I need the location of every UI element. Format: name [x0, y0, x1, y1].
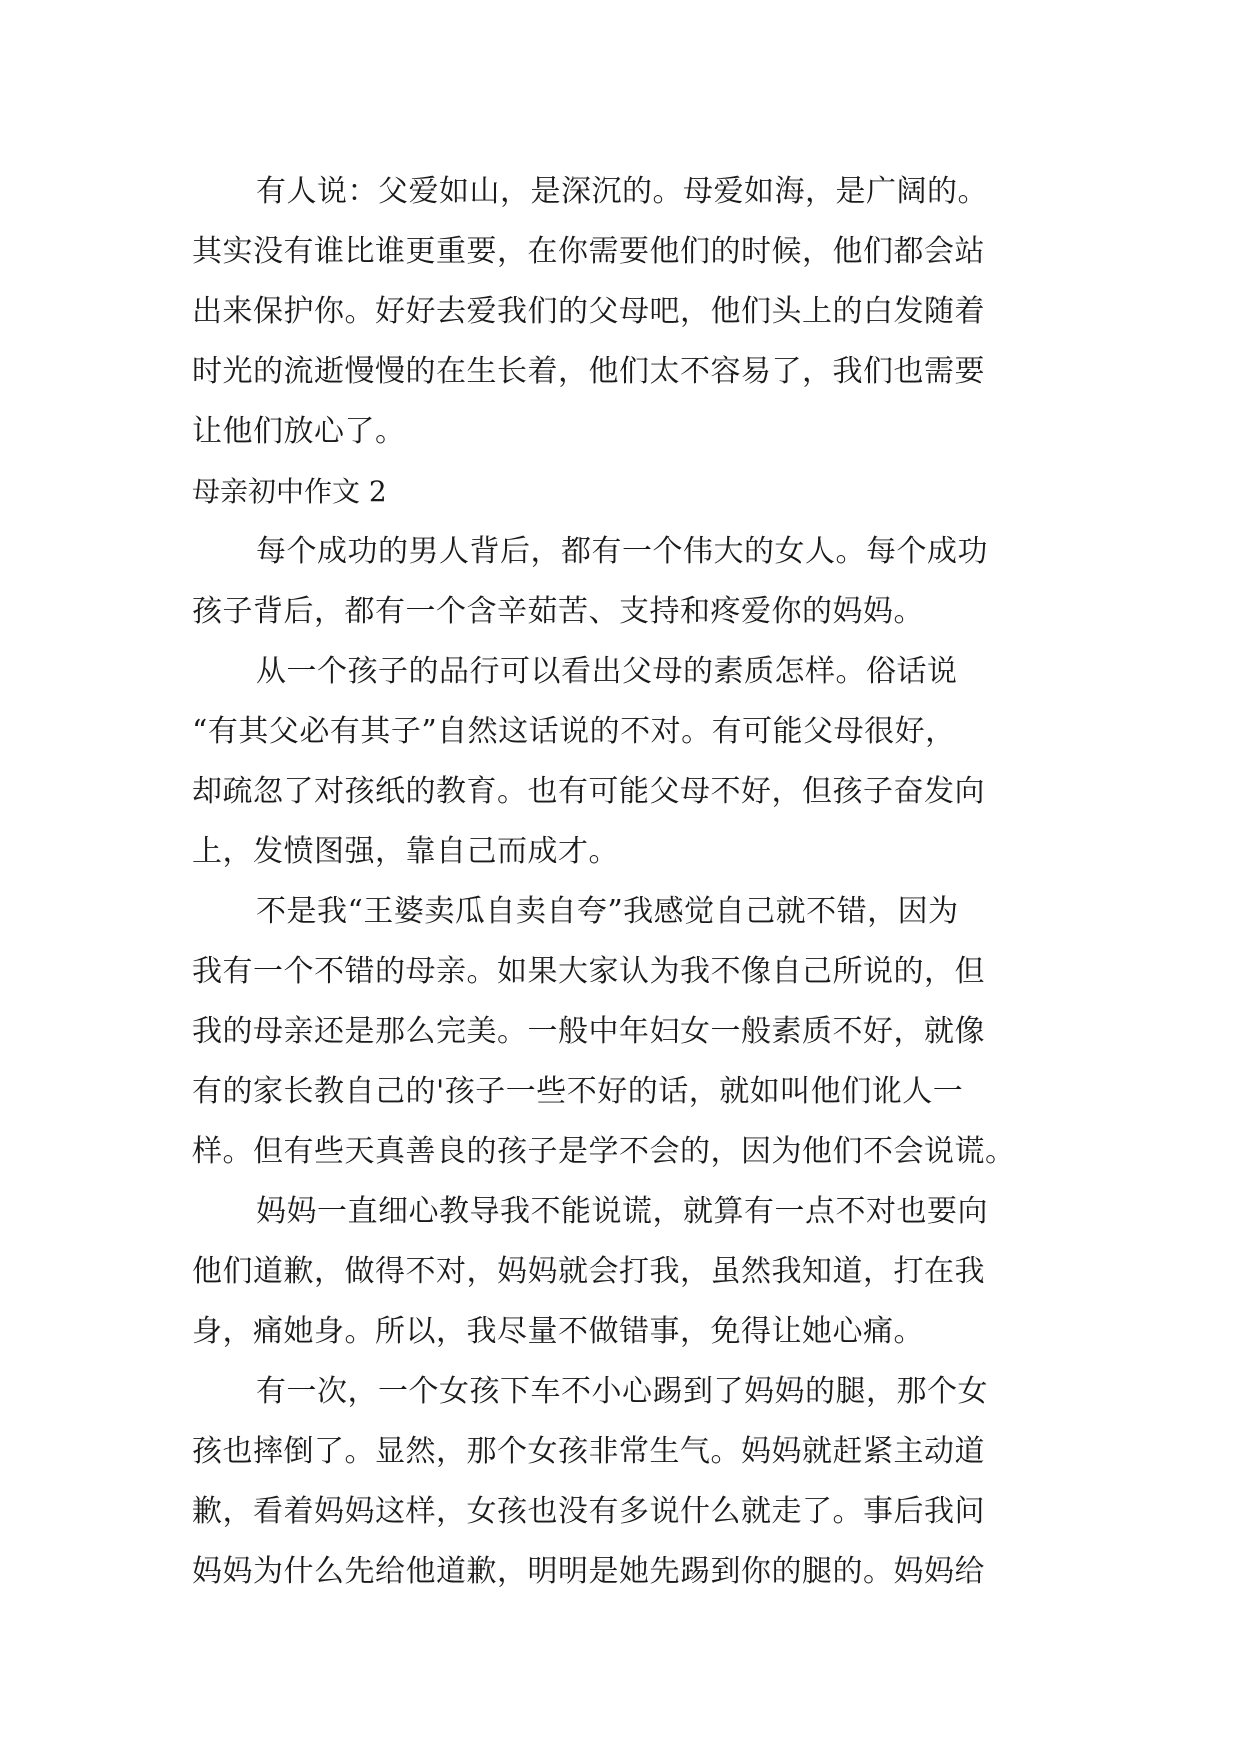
text-line: 却疏忽了对孩纸的教育。也有可能父母不好，但孩子奋发向: [192, 774, 985, 809]
text-line: 有一次，一个女孩下车不小心踢到了妈妈的腿，那个女: [256, 1374, 988, 1409]
text-line: 身，痛她身。所以，我尽量不做错事，免得让她心痛。: [192, 1314, 924, 1349]
paragraph: [192, 1362, 1072, 1602]
paragraph: [192, 1182, 1072, 1362]
text-line: 妈妈为什么先给他道歉，明明是她先踢到你的腿的。妈妈给: [192, 1554, 985, 1589]
text-line: 其实没有谁比谁更重要，在你需要他们的时候，他们都会站: [192, 234, 985, 269]
text-line: 时光的流逝慢慢的在生长着，他们太不容易了，我们也需要: [192, 354, 985, 389]
text-line: 我的母亲还是那么完美。一般中年妇女一般素质不好，就像: [192, 1014, 985, 1049]
text-line: 从一个孩子的品行可以看出父母的素质怎样。俗话说: [256, 654, 958, 689]
text-line: 歉，看着妈妈这样，女孩也没有多说什么就走了。事后我问: [192, 1494, 985, 1529]
text-line: 他们道歉，做得不对，妈妈就会打我，虽然我知道，打在我: [192, 1254, 985, 1289]
text-line: 有的家长教自己的'孩子一些不好的话，就如叫他们讹人一: [192, 1074, 964, 1109]
paragraph: [192, 882, 1072, 1182]
document-body: [192, 162, 1072, 1602]
text-line: 每个成功的男人背后，都有一个伟大的女人。每个成功: [256, 534, 988, 569]
text-line: 上，发愤图强，靠自己而成才。: [192, 834, 619, 869]
text-line: “有其父必有其子”自然这话说的不对。有可能父母很好，: [192, 714, 956, 749]
text-line: 不是我“王婆卖瓜自卖自夸”我感觉自己就不错，因为: [256, 894, 959, 929]
text-line: 我有一个不错的母亲。如果大家认为我不像自己所说的，但: [192, 954, 985, 989]
paragraph: [192, 522, 1072, 642]
paragraph: [192, 642, 1072, 882]
text-line: 样。但有些天真善良的孩子是学不会的，因为他们不会说谎。: [192, 1134, 1016, 1169]
text-line: 孩子背后，都有一个含辛茹苦、支持和疼爱你的妈妈。: [192, 594, 924, 629]
paragraph: [192, 162, 1072, 462]
text-line: 妈妈一直细心教导我不能说谎，就算有一点不对也要向: [256, 1194, 988, 1229]
text-line: 有人说：父爱如山，是深沉的。母爱如海，是广阔的。: [256, 174, 988, 209]
text-line: 出来保护你。好好去爱我们的父母吧，他们头上的白发随着: [192, 294, 985, 329]
section-heading: 母亲初中作文 2: [192, 475, 387, 508]
text-line: 孩也摔倒了。显然，那个女孩非常生气。妈妈就赶紧主动道: [192, 1434, 985, 1469]
text-line: 让他们放心了。: [192, 414, 406, 449]
